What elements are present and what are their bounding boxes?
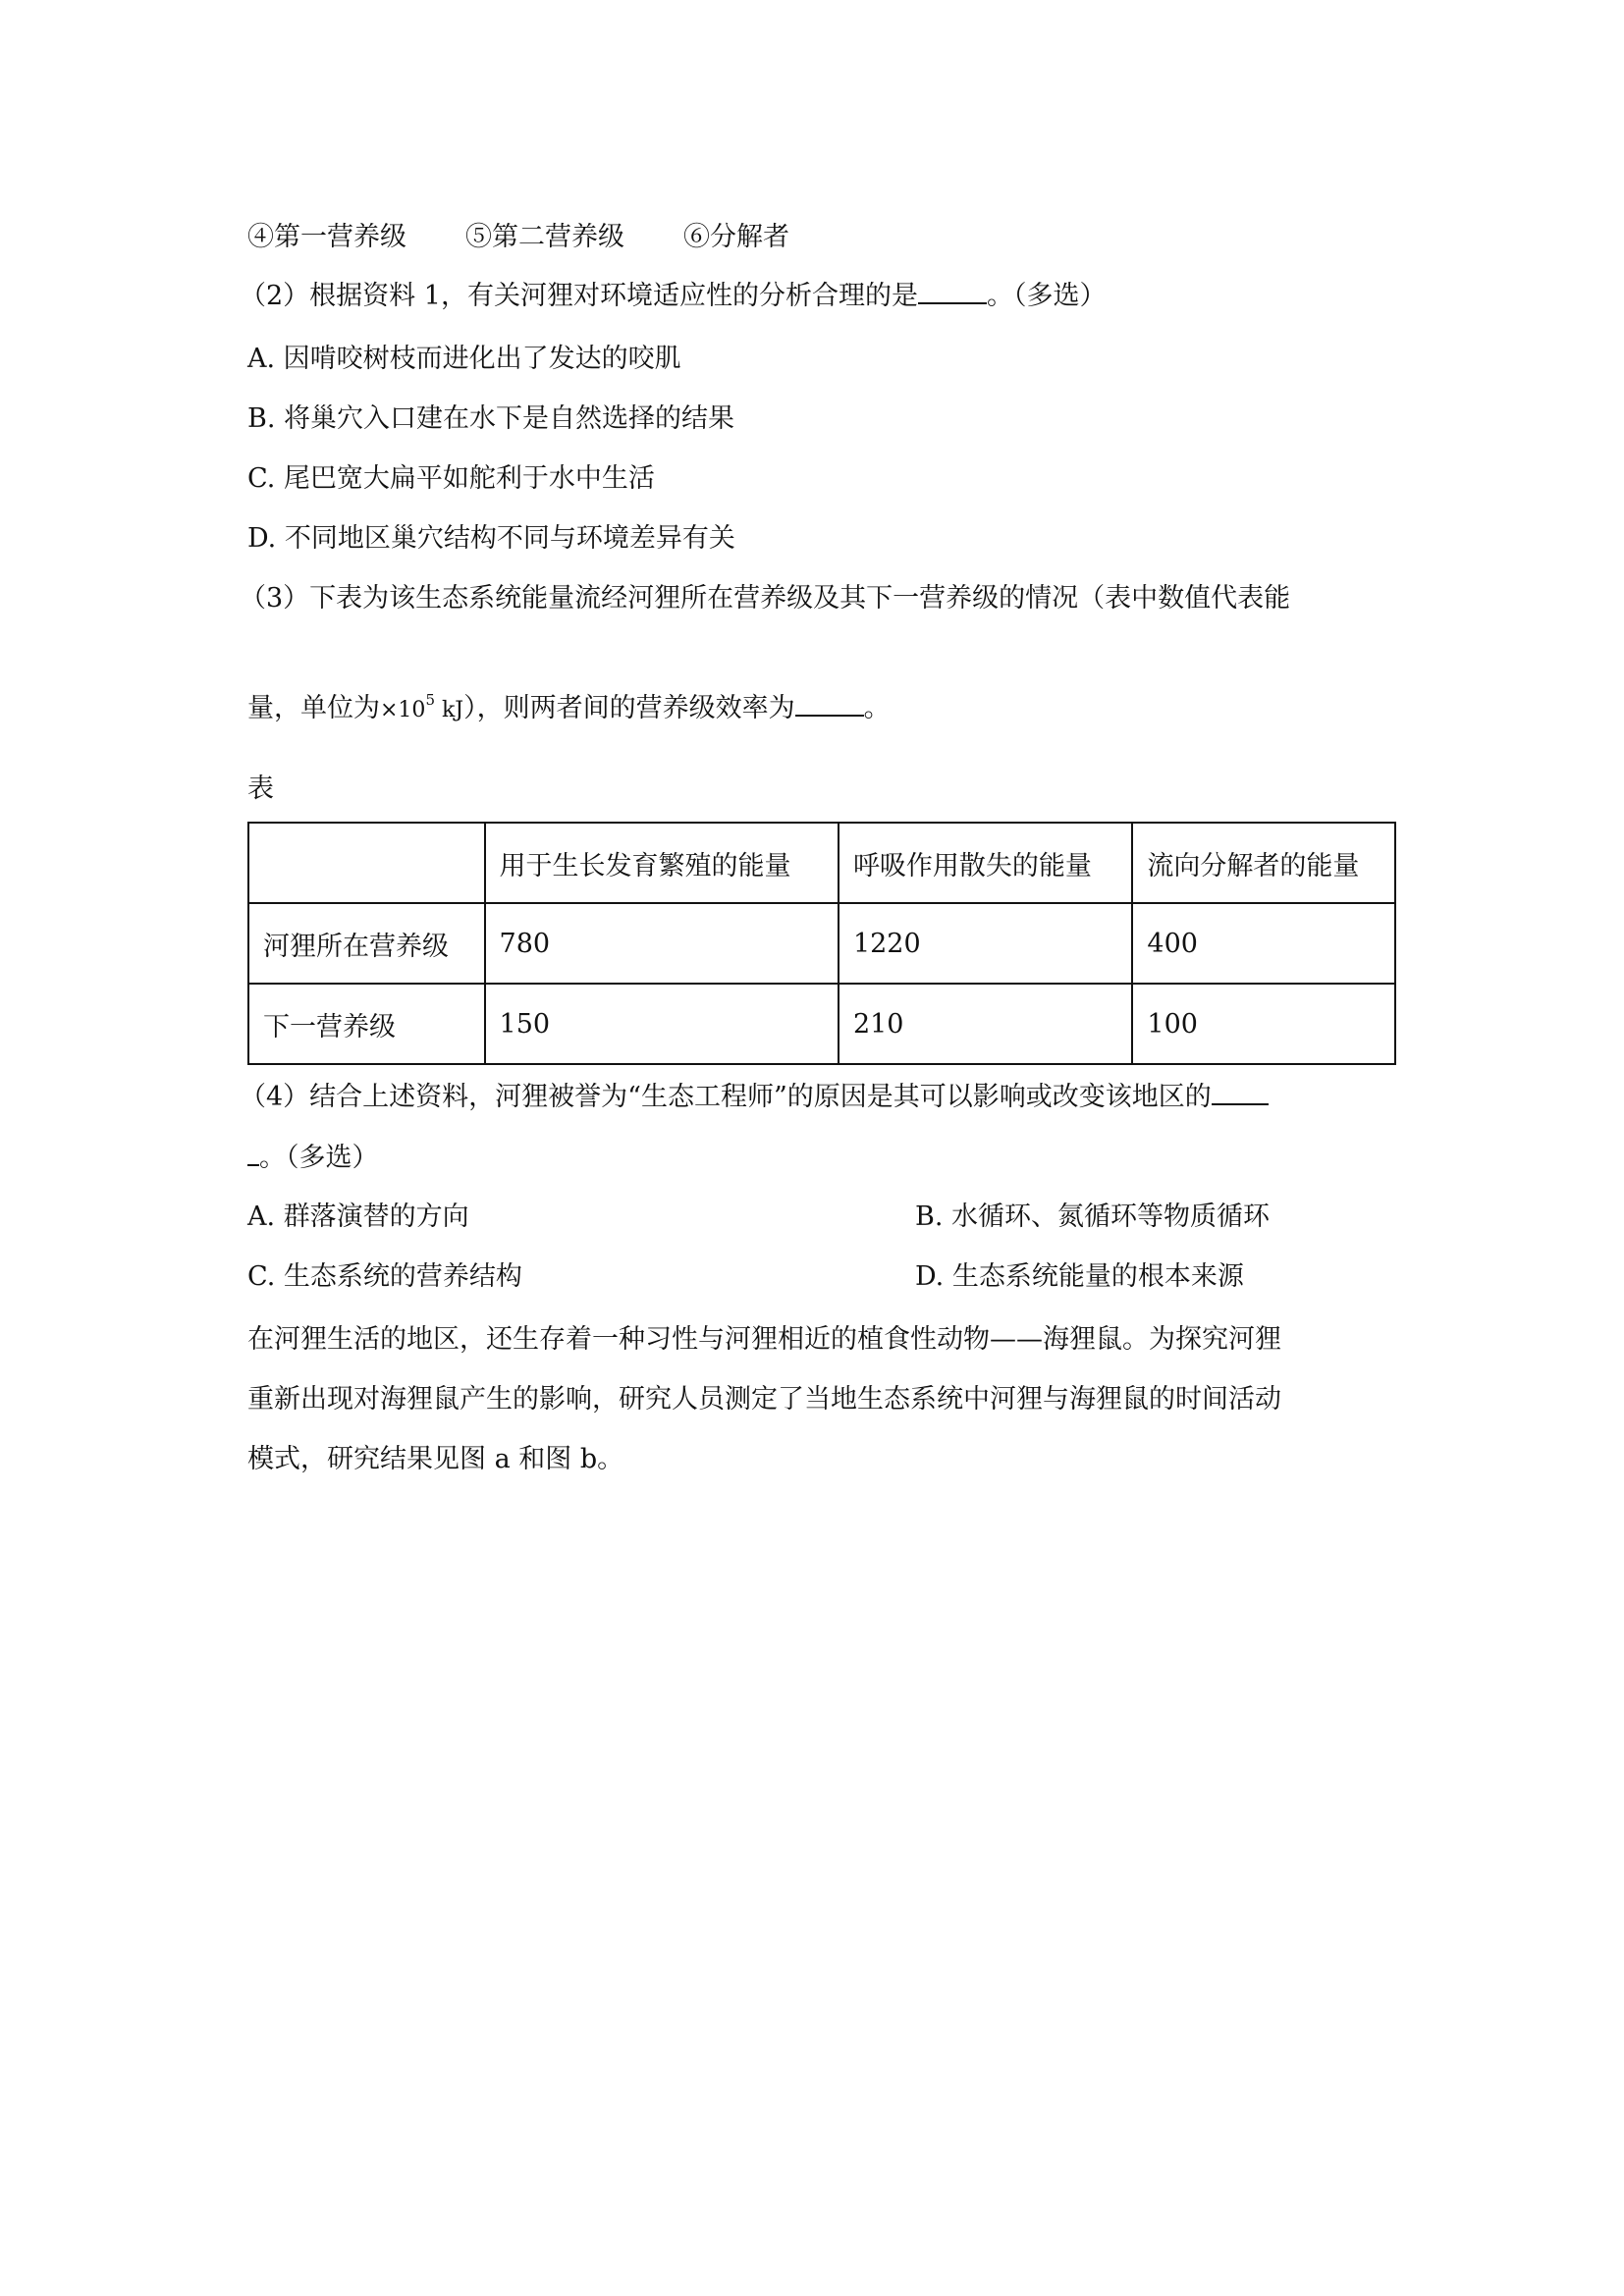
table-cell-level: 河狸所在营养级 xyxy=(248,903,485,984)
q1-option-5: ⑤第二营养级 xyxy=(465,222,624,252)
q4-option-a: A. 群落演替的方向 xyxy=(247,1201,469,1232)
energy-unit-kj: kJ xyxy=(434,698,464,722)
table-row xyxy=(248,984,1395,1064)
q4-option-b: B. 水循环、氮循环等物质循环 xyxy=(915,1201,1271,1232)
table-row xyxy=(248,903,1395,984)
table-cell-respiration: 1220 xyxy=(839,903,1132,984)
energy-unit-exponent: 5 xyxy=(425,691,435,709)
table-caption: 表 xyxy=(247,774,274,804)
table-cell-respiration: 210 xyxy=(839,984,1132,1064)
table-cell-growth: 780 xyxy=(485,903,839,984)
q4-stem-line1 xyxy=(240,1080,1269,1115)
closing-paragraph-line2: 重新出现对海狸鼠产生的影响，研究人员测定了当地生态系统中河狸与海狸鼠的时间活动 xyxy=(247,1384,1281,1415)
q3-answer-blank xyxy=(795,691,864,717)
q3-stem-line2-post: ），则两者间的营养级效率为 xyxy=(463,693,795,723)
q1-options xyxy=(247,220,789,255)
q1-option-6: ⑥分解者 xyxy=(683,222,789,252)
table-header-respiration: 呼吸作用散失的能量 xyxy=(839,823,1132,903)
closing-paragraph-line1: 在河狸生活的地区，还生存着一种习性与河狸相近的植食性动物——海狸鼠。为探究河狸 xyxy=(247,1324,1281,1355)
table-header-decomposer: 流向分解者的能量 xyxy=(1132,823,1395,903)
q4-answer-blank-part1 xyxy=(1212,1080,1269,1105)
table-cell-decomposer: 400 xyxy=(1132,903,1395,984)
q4-answer-blank-part2 xyxy=(247,1141,259,1166)
energy-unit xyxy=(380,691,464,722)
q2-option-d: D. 不同地区巢穴结构不同与环境差异有关 xyxy=(247,523,735,554)
q3-stem-line2-end: 。 xyxy=(863,693,891,723)
table-header-growth: 用于生长发育繁殖的能量 xyxy=(485,823,839,903)
q2-option-b: B. 将巢穴入口建在水下是自然选择的结果 xyxy=(247,403,735,434)
q2-option-c: C. 尾巴宽大扁平如舵利于水中生活 xyxy=(247,463,655,494)
q4-option-d: D. 生态系统能量的根本来源 xyxy=(915,1261,1244,1292)
table-cell-level: 下一营养级 xyxy=(248,984,485,1064)
table-cell-decomposer: 100 xyxy=(1132,984,1395,1064)
q3-stem-line2-pre: 量，单位为 xyxy=(247,693,380,723)
q4-stem-text: （4）结合上述资料，河狸被誉为“生态工程师”的原因是其可以影响或改变该地区的 xyxy=(240,1082,1212,1112)
q2-stem-suffix: 。（多选） xyxy=(986,281,1107,311)
q3-stem-line2 xyxy=(247,691,891,728)
q2-option-a: A. 因啃咬树枝而进化出了发达的咬肌 xyxy=(247,344,681,374)
q2-stem xyxy=(240,279,1106,314)
closing-paragraph-line3: 模式，研究结果见图 a 和图 b。 xyxy=(247,1444,624,1474)
q4-stem-suffix: 。（多选） xyxy=(259,1143,379,1173)
q1-option-4: ④第一营养级 xyxy=(247,222,406,252)
table-header-cell-empty xyxy=(248,823,485,903)
q4-stem-line2 xyxy=(247,1141,379,1176)
table-header-row xyxy=(248,823,1395,903)
q2-stem-text: （2）根据资料 1，有关河狸对环境适应性的分析合理的是 xyxy=(240,281,918,311)
table-cell-growth: 150 xyxy=(485,984,839,1064)
energy-unit-base: ×10 xyxy=(380,698,426,722)
q2-answer-blank xyxy=(918,279,987,304)
q3-stem-line1: （3）下表为该生态系统能量流经河狸所在营养级及其下一营养级的情况（表中数值代表能 xyxy=(240,583,1291,614)
q4-option-c: C. 生态系统的营养结构 xyxy=(247,1261,522,1292)
energy-table xyxy=(247,822,1396,1065)
